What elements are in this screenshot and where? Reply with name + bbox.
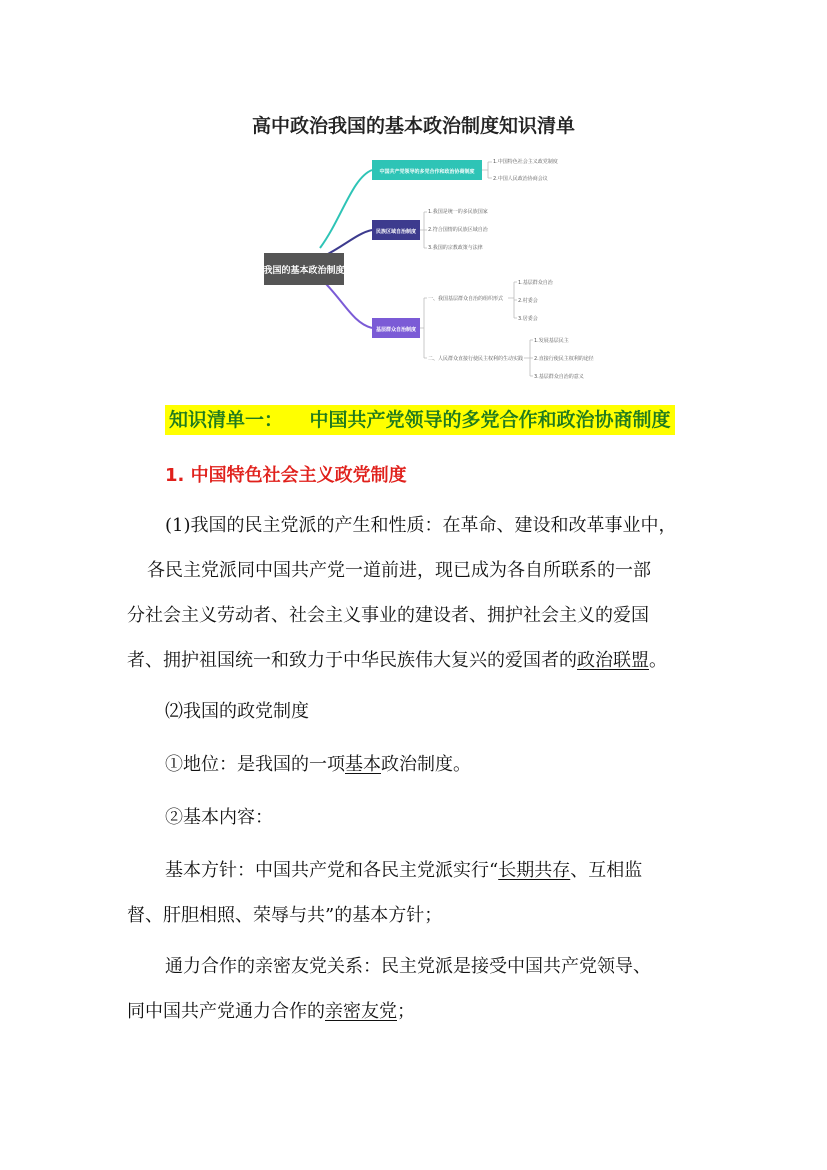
text: ； [397, 1001, 415, 1022]
paragraph-line: 督、肝胆相照、荣辱与共”的基本方针； [127, 905, 443, 926]
mind-map-leaf: 3.居委会 [518, 316, 538, 322]
page-title: 高中政治我国的基本政治制度知识清单 [251, 115, 575, 137]
paragraph-line [127, 1000, 415, 1024]
paragraph-line: 各民主党派同中国共产党一道前进，现已成为各自所联系的一部 [147, 560, 651, 581]
mind-map-leaf: 1.基层群众自治 [518, 280, 553, 286]
underlined-term: 基本 [345, 754, 381, 775]
paragraph-line [165, 859, 642, 883]
paragraph-line: 分社会主义劳动者、社会主义事业的建设者、拥护社会主义的爱国 [127, 605, 649, 626]
mind-map-leaf: 1.我国是统一的多民族国家 [428, 209, 488, 215]
section-label: 知识清单一： [169, 409, 284, 431]
paragraph-line [127, 649, 667, 673]
paragraph-line [165, 753, 471, 777]
mind-map-root: 我国的基本政治制度 [263, 266, 345, 276]
mind-map-image [262, 148, 594, 388]
mind-map-leaf: 3.我国的宗教政策与法律 [428, 245, 483, 251]
mind-map-leaf: 1.中国特色社会主义政党制度 [493, 159, 558, 165]
text: 同中国共产党通力合作的 [127, 1001, 325, 1022]
mind-map-subbranch: 一、我国基层群众自治的组织形式 [428, 296, 504, 302]
subheading: 1. 中国特色社会主义政党制度 [165, 465, 407, 486]
text: 政治制度。 [381, 754, 471, 775]
mind-map-leaf: 3.基层群众自治的意义 [534, 374, 584, 380]
paragraph-line: ⑵我国的政党制度 [165, 701, 309, 722]
text: ①地位：是我国的一项 [165, 754, 345, 775]
underlined-term: 亲密友党 [325, 1001, 397, 1022]
mind-map-branch-3: 基层群众自治制度 [375, 327, 417, 333]
underlined-term: 政治联盟 [577, 650, 649, 671]
mind-map-leaf: 2.符合国情的民族区域自治 [428, 227, 488, 233]
paragraph-line: 通力合作的亲密友党关系：民主党派是接受中国共产党领导、 [165, 956, 651, 977]
text: 基本方针：中国共产党和各民主党派实行“ [165, 860, 499, 881]
paragraph-line: (1)我国的民主党派的产生和性质：在革命、建设和改革事业中， [165, 515, 677, 536]
mind-map-leaf: 1.发展基层民主 [534, 338, 569, 344]
mind-map-leaf: 2.中国人民政治协商会议 [493, 176, 548, 182]
text: 、互相监 [570, 860, 643, 881]
text: 者、拥护祖国统一和致力于中华民族伟大复兴的爱国者的 [127, 650, 577, 671]
mind-map-branch-2: 民族区域自治制度 [375, 229, 417, 235]
section-heading [165, 405, 675, 435]
paragraph-line: ②基本内容： [165, 807, 273, 828]
mind-map-leaf: 2.村委会 [518, 298, 538, 304]
underlined-term: 长期共存 [498, 860, 571, 881]
section-text: 中国共产党领导的多党合作和政治协商制度 [309, 409, 671, 431]
mind-map-branch-1: 中国共产党领导的多党合作和政治协商制度 [379, 169, 475, 175]
mind-map-subbranch: 二、人民群众直接行使民主权利的生动实践 [428, 356, 524, 362]
mind-map-leaf: 2.直接行使民主权利的途径 [534, 356, 594, 362]
mind-map-diagram [262, 148, 594, 388]
text: 。 [649, 650, 667, 671]
